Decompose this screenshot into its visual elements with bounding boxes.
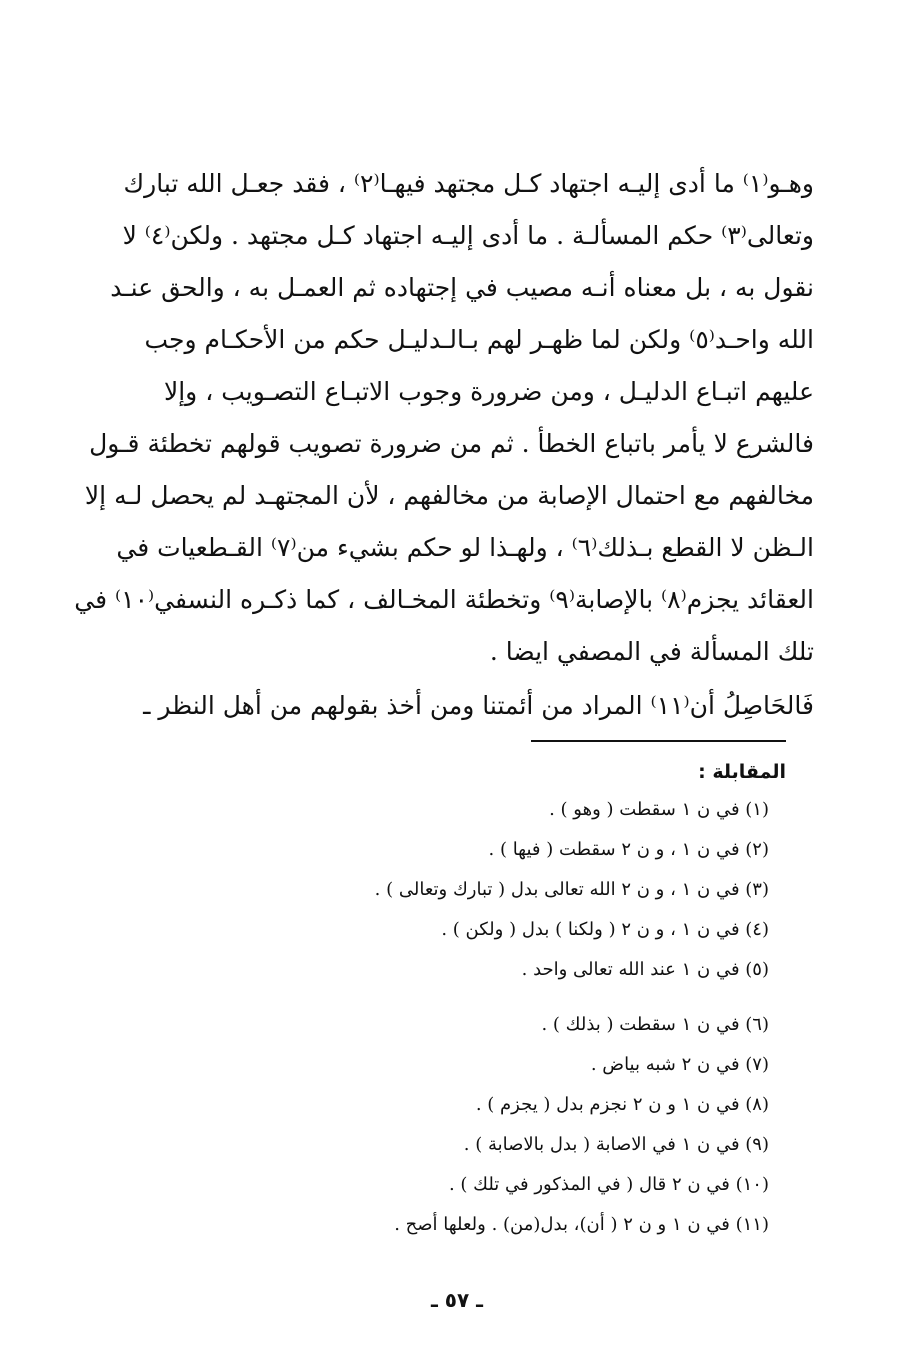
footnote-6: (٦) في ن ١ سقطت ( بذلك ) .	[541, 1014, 769, 1035]
body-line-7: مخالفهم مع احتمال الإصابة من مخالفهم ، لأن المجتهـد لم يحصل لـه إلا	[84, 481, 814, 510]
body-line-2: وتعالى⁽٣⁾ حكم المسألـة . ما أدى إليـه اجتهاد كـل مجتهد . ولكن⁽٤⁾ لا	[122, 221, 814, 250]
footnote-8: (٨) في ن ١ و ن ٢ نجزم بدل ( يجزم ) .	[475, 1094, 769, 1115]
body-line-9: العقائد يجزم⁽٨⁾ بالإصابة⁽٩⁾ وتخطئة المخـالف ، كما ذكـره النسفي⁽١٠⁾ في	[74, 585, 814, 614]
footnote-10: (١٠) في ن ٢ قال ( في المذكور في تلك ) .	[448, 1174, 769, 1195]
conclusion-line: فَالحَاصِلُ أن⁽١١⁾ المراد من أئمتنا ومن أخذ بقولهم من أهل النظر ـ	[143, 691, 814, 720]
body-line-4: الله واحـد⁽٥⁾ ولكن لما ظهـر لهم بـالـدليـل حكم من الأحكـام وجب	[144, 325, 814, 354]
footnote-1: (١) في ن ١ سقطت ( وهو ) .	[549, 799, 769, 820]
footnote-4: (٤) في ن ١ ، و ن ٢ ( ولكنا ) بدل ( ولكن ) .	[441, 919, 769, 940]
body-line-3: نقول به ، بل معناه أنـه مصيب في إجتهاده ثم العمـل به ، والحق عنـد	[110, 273, 814, 302]
footnote-9: (٩) في ن ١ في الاصابة ( بدل بالاصابة ) .	[463, 1134, 769, 1155]
footnote-2: (٢) في ن ١ ، و ن ٢ سقطت ( فيها ) .	[488, 839, 769, 860]
notes-heading: المقابلة :	[698, 761, 786, 783]
footnote-divider	[531, 740, 786, 742]
page-number: ـ ٥٧ ـ	[430, 1288, 484, 1312]
body-line-8: الـظن لا القطع بـذلك⁽٦⁾ ، ولهـذا لو حكم بشيء من⁽٧⁾ القـطعيات في	[116, 533, 814, 562]
body-line-6: فالشرع لا يأمر باتباع الخطأ . ثم من ضرورة تصويب قولهم تخطئة قـول	[89, 429, 814, 458]
main-paragraph	[74, 158, 814, 678]
body-line-1: وهـو⁽١⁾ ما أدى إليـه اجتهاد كـل مجتهد فيهـا⁽٢⁾ ، فقد جعـل الله تبارك	[123, 169, 814, 198]
body-line-10: تلك المسألة في المصفي ايضا .	[489, 637, 814, 666]
footnote-5: (٥) في ن ١ عند الله تعالى واحد .	[521, 959, 769, 980]
footnote-7: (٧) في ن ٢ شبه بياض .	[590, 1054, 769, 1075]
footnote-11: (١١) في ن ١ و ن ٢ ( أن)، بدل(من) . ولعلها أصح .	[394, 1214, 769, 1235]
body-line-5: عليهم اتبـاع الدليـل ، ومن ضرورة وجوب الاتبـاع التصـويب ، وإلا	[163, 377, 814, 406]
footnote-3: (٣) في ن ١ ، و ن ٢ الله تعالى بدل ( تبارك وتعالى ) .	[374, 879, 769, 900]
